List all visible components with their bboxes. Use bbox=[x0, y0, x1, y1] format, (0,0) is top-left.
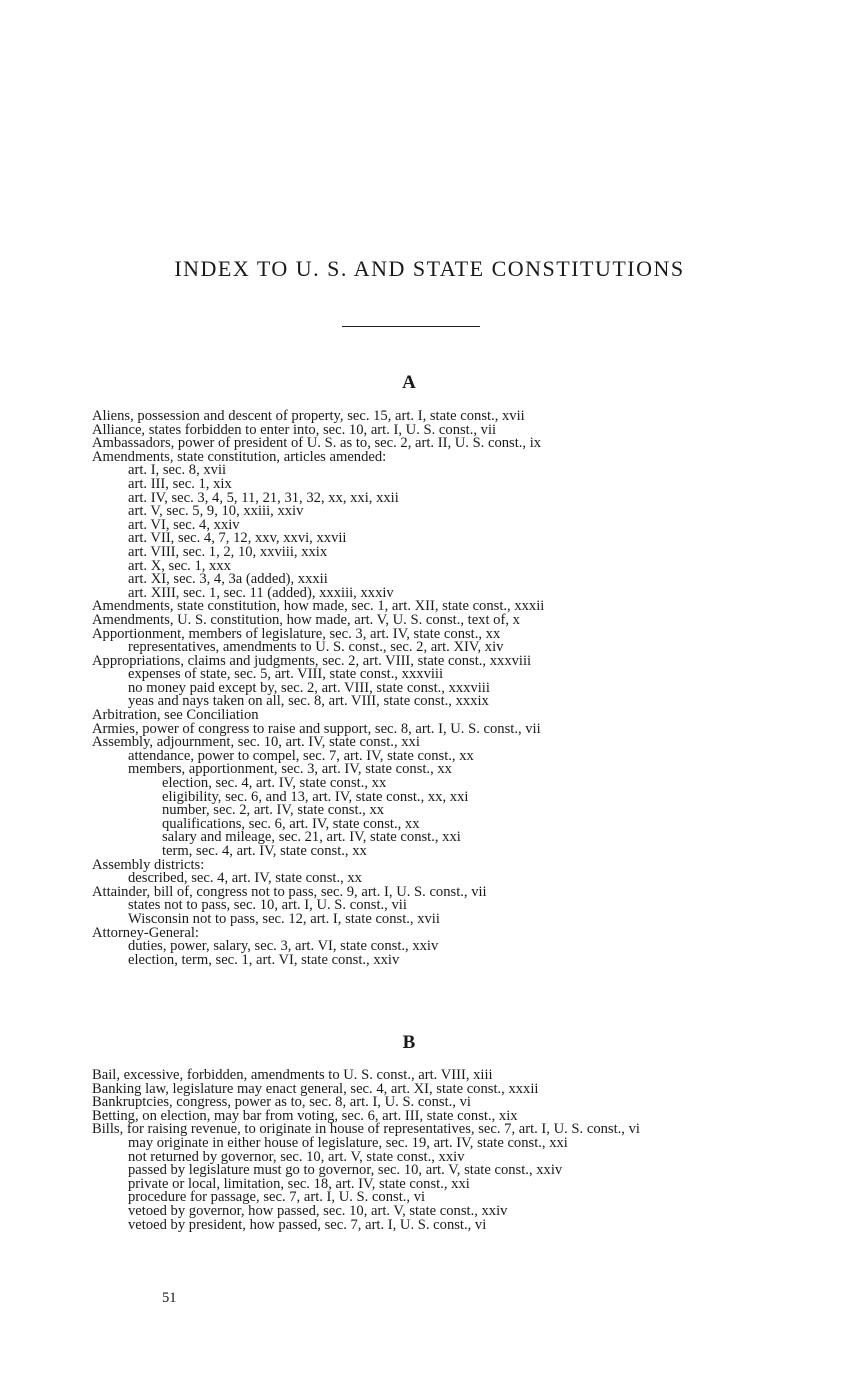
index-entry: members, apportionment, sec. 3, art. IV, state const., xx bbox=[128, 761, 452, 778]
index-entry: term, sec. 4, art. IV, state const., xx bbox=[162, 843, 367, 859]
index-entry: no money paid except by, sec. 2, art. VIII, state const., xxxviii bbox=[128, 679, 490, 696]
index-entry: Attorney-General: bbox=[92, 924, 199, 941]
index-entry: vetoed by president, how passed, sec. 7, art. I, U. S. const., vi bbox=[128, 1216, 487, 1233]
index-entry: Armies, power of congress to raise and support, sec. 8, art. I, U. S. const., vii bbox=[92, 720, 541, 737]
index-entry: art. XIII, sec. 1, sec. 11 (added), xxxiii, xxxiv bbox=[128, 584, 394, 601]
index-entry: Alliance, states forbidden to enter into, sec. 10, art. I, U. S. const., vii bbox=[92, 421, 497, 438]
index-entry: representatives, amendments to U. S. const., sec. 2, art. XIV, xiv bbox=[128, 639, 504, 656]
index-entry: Wisconsin not to pass, sec. 12, art. I, state const., xvii bbox=[128, 910, 440, 927]
index-entry: number, sec. 2, art. IV, state const., xx bbox=[162, 802, 385, 819]
index-entry: passed by legislature must go to governor, sec. 10, art. V, state const., xxiv bbox=[128, 1162, 563, 1179]
index-entry: Bankruptcies, congress, power as to, sec. 8, art. I, U. S. const., vi bbox=[92, 1094, 471, 1111]
index-entry: Arbitration, see Conciliation bbox=[92, 707, 259, 724]
index-entry: art. III, sec. 1, xix bbox=[128, 475, 232, 492]
index-entry: Aliens, possession and descent of property, sec. 15, art. I, state const., xvii bbox=[92, 408, 525, 424]
index-entry: Bills, for raising revenue, to originate in house of representatives, sec. 7, art. I, U. S. const., vi bbox=[92, 1121, 640, 1138]
index-entry: qualifications, sec. 6, art. IV, state const., xx bbox=[162, 815, 420, 832]
index-entry: vetoed by governor, how passed, sec. 10, art. V, state const., xxiv bbox=[128, 1202, 508, 1219]
index-entry: expenses of state, sec. 5, art. VIII, state const., xxxviii bbox=[128, 666, 444, 683]
index-entry: not returned by governor, sec. 10, art. V, state const., xxiv bbox=[128, 1148, 465, 1165]
index-entry: Amendments, state constitution, articles amended: bbox=[92, 448, 387, 465]
index-entry: yeas and nays taken on all, sec. 8, art. VIII, state const., xxxix bbox=[128, 693, 489, 710]
index-entry: art. I, sec. 8, xvii bbox=[128, 462, 227, 479]
index-entry: Bail, excessive, forbidden, amendments to U. S. const., art. VIII, xiii bbox=[92, 1067, 493, 1083]
section-letter-b: B bbox=[402, 1032, 416, 1053]
index-entry: Amendments, state constitution, how made, sec. 1, art. XII, state const., xxxii bbox=[92, 598, 545, 615]
index-section-a bbox=[92, 410, 726, 967]
index-entry: Attainder, bill of, congress not to pass, sec. 9, art. I, U. S. const., vii bbox=[92, 883, 487, 900]
index-entry: Ambassadors, power of president of U. S. as to, sec. 2, art. II, U. S. const., ix bbox=[92, 435, 542, 452]
index-entry: art. X, sec. 1, xxx bbox=[128, 557, 231, 574]
page-number: 51 bbox=[162, 1290, 177, 1306]
index-entry: Banking law, legislature may enact general, sec. 4, art. XI, state const., xxxii bbox=[92, 1080, 539, 1097]
title-divider bbox=[342, 326, 480, 327]
index-entry: art. VI, sec. 4, xxiv bbox=[128, 516, 240, 533]
section-letter-a: A bbox=[402, 372, 416, 393]
index-entry: described, sec. 4, art. IV, state const., xx bbox=[128, 870, 362, 887]
index-entry: Assembly districts: bbox=[92, 856, 205, 873]
index-entry: Apportionment, members of legislature, sec. 3, art. IV, state const., xx bbox=[92, 625, 501, 642]
index-entry: salary and mileage, sec. 21, art. IV, state const., xxi bbox=[162, 829, 461, 846]
index-entry: may originate in either house of legislature, sec. 19, art. IV, state const., xxi bbox=[128, 1134, 568, 1151]
index-section-b bbox=[92, 1069, 726, 1232]
index-entry: Appropriations, claims and judgments, sec. 2, art. VIII, state const., xxxviii bbox=[92, 652, 532, 669]
index-entry: Amendments, U. S. constitution, how made, art. V, U. S. const., text of, x bbox=[92, 611, 520, 628]
index-entry: states not to pass, sec. 10, art. I, U. S. const., vii bbox=[128, 897, 407, 914]
index-entry: art. V, sec. 5, 9, 10, xxiii, xxiv bbox=[128, 503, 304, 520]
index-entry: eligibility, sec. 6, and 13, art. IV, state const., xx, xxi bbox=[162, 788, 469, 805]
index-entry: art. VIII, sec. 1, 2, 10, xxviii, xxix bbox=[128, 543, 328, 560]
index-entry: art. XI, sec. 3, 4, 3a (added), xxxii bbox=[128, 571, 328, 588]
index-entry: attendance, power to compel, sec. 7, art. IV, state const., xx bbox=[128, 747, 474, 764]
index-entry: election, sec. 4, art. IV, state const., xx bbox=[162, 775, 387, 792]
page-title: INDEX TO U. S. AND STATE CONSTITUTIONS bbox=[174, 256, 685, 281]
index-entry: duties, power, salary, sec. 3, art. VI, state const., xxiv bbox=[128, 938, 439, 955]
index-entry: procedure for passage, sec. 7, art. I, U. S. const., vi bbox=[128, 1189, 426, 1206]
index-entry: Assembly, adjournment, sec. 10, art. IV, state const., xxi bbox=[92, 734, 420, 751]
index-entry: election, term, sec. 1, art. VI, state const., xxiv bbox=[128, 951, 400, 968]
index-entry: art. VII, sec. 4, 7, 12, xxv, xxvi, xxvii bbox=[128, 530, 347, 547]
index-entry: private or local, limitation, sec. 18, art. IV, state const., xxi bbox=[128, 1175, 470, 1192]
index-entry: art. IV, sec. 3, 4, 5, 11, 21, 31, 32, xx, xxi, xxii bbox=[128, 489, 399, 506]
index-entry: Betting, on election, may bar from voting, sec. 6, art. III, state const., xix bbox=[92, 1107, 518, 1124]
